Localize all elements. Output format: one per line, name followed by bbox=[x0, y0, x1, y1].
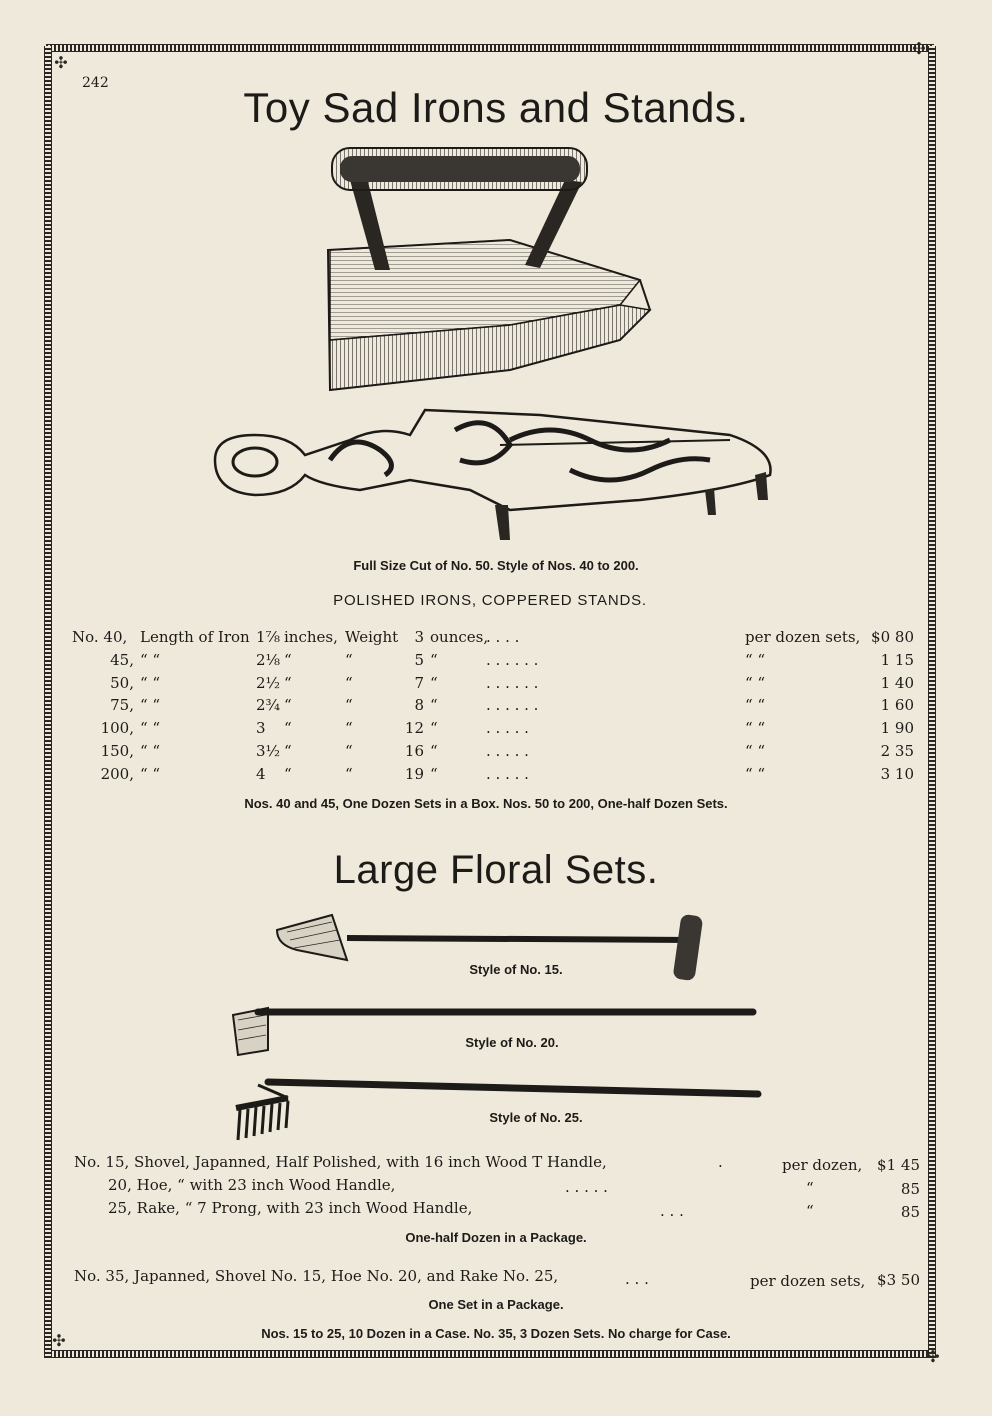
iron-row-wt: 19 bbox=[404, 764, 424, 783]
iron-row-c1: “ “ bbox=[140, 742, 161, 760]
corner-ornament-icon: ✣ bbox=[926, 1347, 940, 1366]
floral-row-per: per dozen, bbox=[782, 1156, 863, 1174]
iron-row-c2: “ bbox=[284, 673, 292, 692]
iron-row-c4: “ bbox=[430, 673, 438, 692]
iron-row-c1: “ “ bbox=[140, 673, 161, 692]
iron-row-wt: 16 bbox=[404, 742, 424, 760]
iron-row-dots: . . . . bbox=[486, 628, 520, 646]
floral-packing-note: One-half Dozen in a Package. bbox=[405, 1230, 587, 1245]
iron-stand-illustration bbox=[210, 400, 785, 550]
iron-row-price: 1 60 bbox=[880, 696, 914, 715]
iron-row-c1: “ “ bbox=[140, 650, 161, 669]
iron-row-per: “ “ bbox=[745, 719, 766, 738]
iron-row-dots: . . . . . bbox=[486, 764, 529, 783]
floral-row-per: “ bbox=[806, 1202, 814, 1220]
iron-row-per: “ “ bbox=[745, 742, 766, 760]
iron-row-c3: “ bbox=[345, 650, 353, 669]
iron-row-wt: 7 bbox=[414, 673, 424, 692]
set-row-per: per dozen sets, bbox=[750, 1272, 866, 1290]
iron-row-c2: “ bbox=[284, 650, 292, 669]
floral-row-leader: . bbox=[718, 1153, 723, 1171]
floral-row: 25, Rake, “ 7 Prong, with 23 inch Wood Handle, bbox=[108, 1199, 473, 1217]
set-packing-note: One Set in a Package. bbox=[428, 1297, 564, 1312]
floral-row-leader: . . . bbox=[660, 1202, 684, 1220]
hoe-caption: Style of No. 20. bbox=[465, 1035, 559, 1050]
bottom-border bbox=[46, 1350, 934, 1358]
iron-row-per: “ “ bbox=[745, 673, 766, 692]
iron-row-c4: “ bbox=[430, 650, 438, 669]
section-title-sad-irons: Toy Sad Irons and Stands. bbox=[243, 84, 749, 131]
rake-caption: Style of No. 25. bbox=[489, 1110, 583, 1125]
iron-row-per: “ “ bbox=[745, 764, 766, 783]
left-border bbox=[44, 46, 52, 1358]
iron-row-no: 200, bbox=[100, 764, 134, 783]
iron-row-no: 150, bbox=[100, 742, 134, 760]
polished-irons-subhead: POLISHED IRONS, COPPERED STANDS. bbox=[333, 592, 647, 609]
floral-row-per: “ bbox=[806, 1179, 814, 1197]
iron-row-per: “ “ bbox=[745, 650, 766, 669]
rake-illustration bbox=[228, 1070, 763, 1145]
iron-row-c2: inches, bbox=[284, 628, 338, 646]
iron-row-c1: “ “ bbox=[140, 696, 161, 715]
floral-row-price: 85 bbox=[900, 1180, 920, 1198]
floral-row-leader: . . . . . bbox=[565, 1178, 608, 1196]
floral-row-price: 85 bbox=[900, 1203, 920, 1221]
iron-row-price: 1 90 bbox=[880, 719, 914, 738]
iron-row-c3: “ bbox=[345, 673, 353, 692]
iron-row-wt: 12 bbox=[404, 719, 424, 738]
iron-row-len: 2⅛ bbox=[256, 650, 281, 669]
iron-row-c2: “ bbox=[284, 742, 292, 760]
iron-row-price: $0 80 bbox=[871, 628, 914, 646]
corner-ornament-icon: ✣ bbox=[912, 39, 926, 58]
iron-row-no: 75, bbox=[110, 696, 134, 715]
floral-row: No. 15, Shovel, Japanned, Half Polished, with 16 inch Wood T Handle, bbox=[74, 1153, 607, 1171]
iron-row-len: 4 bbox=[256, 764, 266, 783]
iron-row-c4: “ bbox=[430, 742, 438, 760]
iron-row-no: 50, bbox=[110, 673, 134, 692]
shovel-caption: Style of No. 15. bbox=[469, 962, 563, 977]
iron-row-dots: . . . . . . bbox=[486, 696, 539, 715]
iron-row-c4: ounces, bbox=[430, 628, 489, 646]
iron-row-c1: Length of Iron bbox=[140, 628, 250, 646]
case-note: Nos. 15 to 25, 10 Dozen in a Case. No. 35, 3 Dozen Sets. No charge for Case. bbox=[261, 1326, 731, 1341]
iron-row-wt: 5 bbox=[414, 650, 424, 669]
set-row-price: $3 50 bbox=[877, 1271, 920, 1289]
iron-row-no: 100, bbox=[100, 719, 134, 738]
iron-row-c3: Weight bbox=[345, 628, 399, 646]
iron-row-per: per dozen sets, bbox=[745, 628, 861, 646]
iron-row-c4: “ bbox=[430, 719, 438, 738]
iron-row-no: No. 40, bbox=[72, 628, 128, 646]
floral-row-price: $1 45 bbox=[877, 1156, 920, 1174]
iron-row-dots: . . . . . bbox=[486, 742, 529, 760]
iron-row-c1: “ “ bbox=[140, 764, 161, 783]
iron-row-price: 3 10 bbox=[880, 764, 914, 783]
top-border bbox=[46, 44, 934, 52]
iron-packing-note: Nos. 40 and 45, One Dozen Sets in a Box. Nos. 50 to 200, One-half Dozen Sets. bbox=[244, 796, 728, 811]
iron-row-c1: “ “ bbox=[140, 719, 161, 738]
section-title-floral-sets: Large Floral Sets. bbox=[333, 848, 659, 892]
iron-row-wt: 3 bbox=[414, 628, 424, 646]
iron-row-per: “ “ bbox=[745, 696, 766, 715]
iron-row-c4: “ bbox=[430, 696, 438, 715]
iron-row-len: 2¾ bbox=[256, 696, 281, 715]
iron-caption: Full Size Cut of No. 50. Style of Nos. 40 to 200. bbox=[353, 558, 639, 573]
iron-row-c3: “ bbox=[345, 696, 353, 715]
iron-row-dots: . . . . . . bbox=[486, 650, 539, 669]
iron-row-c2: “ bbox=[284, 719, 292, 738]
iron-row-c3: “ bbox=[345, 719, 353, 738]
iron-row-dots: . . . . . bbox=[486, 719, 529, 738]
corner-ornament-icon: ✣ bbox=[52, 1331, 66, 1350]
iron-row-len: 3 bbox=[256, 719, 266, 738]
iron-row-price: 1 15 bbox=[880, 650, 914, 669]
iron-row-price: 1 40 bbox=[880, 673, 914, 692]
iron-row-len: 3½ bbox=[256, 742, 281, 760]
iron-row-c2: “ bbox=[284, 764, 292, 783]
iron-row-len: 2½ bbox=[256, 673, 281, 692]
iron-row-c3: “ bbox=[345, 742, 353, 760]
set-row-leader: . . . bbox=[625, 1270, 649, 1288]
iron-row-c3: “ bbox=[345, 764, 353, 783]
iron-row-c4: “ bbox=[430, 764, 438, 783]
iron-row-dots: . . . . . . bbox=[486, 673, 539, 692]
page-number: 242 bbox=[82, 75, 109, 91]
iron-row-wt: 8 bbox=[414, 696, 424, 715]
corner-ornament-icon: ✣ bbox=[54, 53, 68, 72]
iron-row-price: 2 35 bbox=[880, 742, 914, 760]
iron-row-no: 45, bbox=[110, 650, 134, 669]
iron-row-c2: “ bbox=[284, 696, 292, 715]
floral-row: 20, Hoe, “ with 23 inch Wood Handle, bbox=[108, 1176, 396, 1194]
iron-row-len: 1⅞ bbox=[256, 628, 281, 646]
right-border bbox=[928, 46, 936, 1358]
hoe-illustration bbox=[228, 1000, 758, 1060]
sad-iron-illustration bbox=[320, 140, 660, 395]
set-row: No. 35, Japanned, Shovel No. 15, Hoe No. 20, and Rake No. 25, bbox=[74, 1267, 559, 1285]
